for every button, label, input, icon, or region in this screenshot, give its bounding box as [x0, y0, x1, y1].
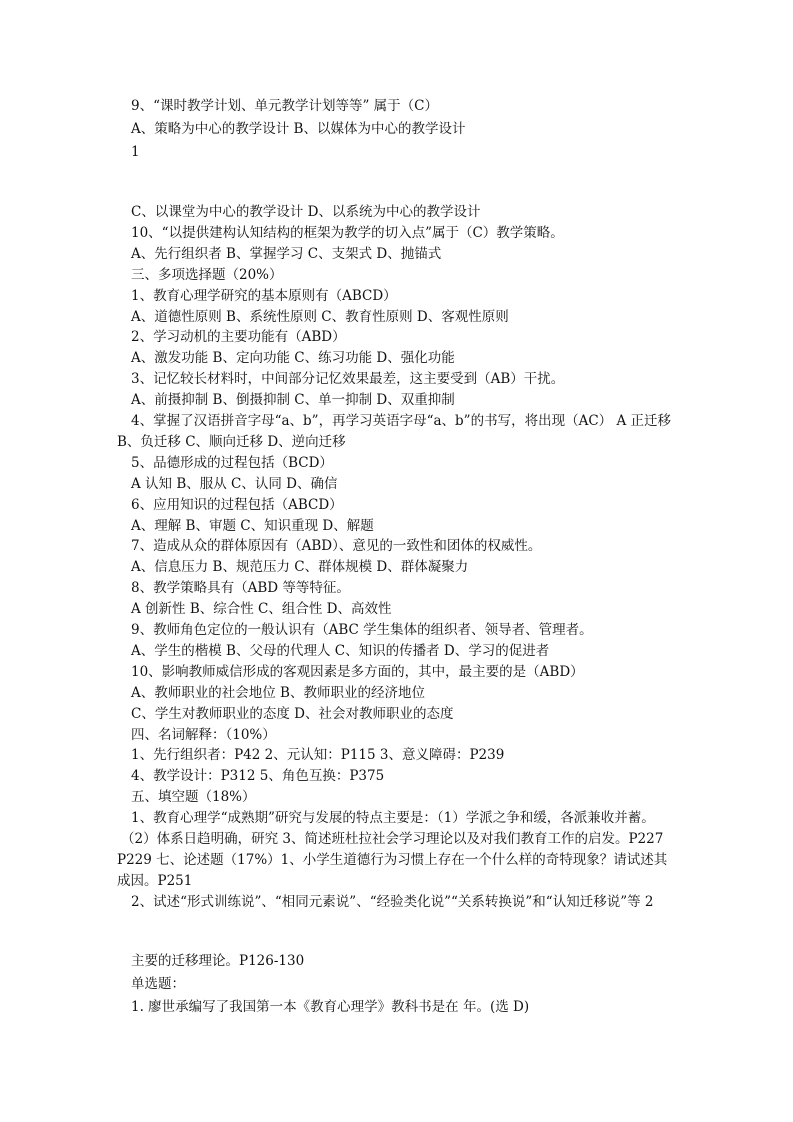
text-line: 9、“课时教学计划、单元教学计划等等” 属于（C）: [131, 98, 439, 114]
text-line: 成因。P251: [117, 872, 193, 889]
text-line: A 创新性 B、综合性 C、组合性 D、高效性: [131, 601, 392, 618]
text-line: P229 七、论述题（17%）1、小学生道德行为习惯上存在一个什么样的奇特现象？请试述其: [117, 851, 668, 868]
text-line: 1、教育心理学“成熟期”研究与发展的特点主要是：（1）学派之争和缓，各派兼收并蓄。: [131, 810, 655, 827]
text-line: 四、名词解释：（10%）: [131, 726, 276, 743]
text-line: A、策略为中心的教学设计 B、以媒体为中心的教学设计: [131, 121, 466, 137]
text-line: 1、先行组织者：P42 2、元认知：P115 3、意义障碍：P239: [131, 747, 505, 764]
text-line: 三、多项选择题（20%）: [131, 266, 283, 283]
text-line: 4、教学设计：P312 5、角色互换：P375: [131, 768, 385, 785]
text-line: 8、教学策略具有（ABD 等等特征。: [131, 580, 350, 597]
text-line: B、负迁移 C、顺向迁移 D、逆向迁移: [117, 433, 346, 450]
text-line: A、理解 B、审题 C、知识重现 D、解题: [131, 517, 374, 534]
text-line: 5、品德形成的过程包括（BCD）: [131, 454, 333, 471]
text-line: A、教师职业的社会地位 B、教师职业的经济地位: [131, 684, 425, 701]
text-line: 7、造成从众的群体原因有（ABD）、意见的一致性和团体的权威性。: [131, 538, 542, 555]
text-line: A、先行组织者 B、掌握学习 C、支架式 D、抛锚式: [131, 245, 442, 262]
text-line: A、学生的楷模 B、父母的代理人 C、知识的传播者 D、学习的促进者: [131, 642, 550, 659]
text-line: C、学生对教师职业的态度 D、社会对教师职业的态度: [131, 705, 454, 722]
text-line: 3、记忆较长材料时，中间部分记忆效果最差，这主要受到（AB）干扰。: [131, 371, 565, 388]
text-line: 10、“以提供建构认知结构的框架为教学的切入点”属于（C）教学策略。: [131, 224, 564, 241]
text-line: 6、应用知识的过程包括（ABCD）: [131, 496, 343, 513]
text-line: 主要的迁移理论。P126-130: [131, 953, 305, 969]
text-line: 9、教师角色定位的一般认识有（ABC 学生集体的组织者、领导者、管理者。: [131, 622, 593, 638]
text-line: A、前摄抑制 B、倒摄抑制 C、单一抑制 D、双重抑制: [131, 392, 455, 409]
text-line: C、以课堂为中心的教学设计 D、以系统为中心的教学设计: [131, 204, 481, 220]
text-line: 10、影响教师威信形成的客观因素是多方面的，其中，最主要的是（ABD）: [131, 663, 584, 680]
text-line: 1. 廖世承编写了我国第一本《教育心理学》教科书是在 年。(选 D): [131, 999, 530, 1015]
text-line: 4、掌握了汉语拼音字母“a、b”，再学习英语字母“a、b”的书写，将出现（AC） A 正迁移: [131, 413, 671, 429]
text-line: A 认知 B、服从 C、认同 D、确信: [131, 475, 338, 492]
text-line: 单选题：: [131, 976, 185, 992]
text-line: A、道德性原则 B、系统性原则 C、教育性原则 D、客观性原则: [131, 308, 509, 325]
text-line: 2、学习动机的主要功能有（ABD）: [131, 329, 346, 346]
text-line: （2）体系日趋明确，研究 3、简述班杜拉社会学习理论以及对我们教育工作的启发。P227: [121, 831, 664, 847]
text-line: 五、填空题（18%）: [131, 789, 256, 806]
text-line: A、激发功能 B、定向功能 C、练习功能 D、强化功能: [131, 350, 455, 367]
text-line: 1、教育心理学研究的基本原则有（ABCD）: [131, 287, 397, 304]
text-line: A、信息压力 B、规范压力 C、群体规模 D、群体凝聚力: [131, 559, 469, 576]
text-line: 2、试述“形式训练说”、“相同元素说”、“经验类化说”“关系转换说”和“认知迁移说”等 2: [131, 893, 654, 910]
text-line: 1: [131, 144, 140, 160]
